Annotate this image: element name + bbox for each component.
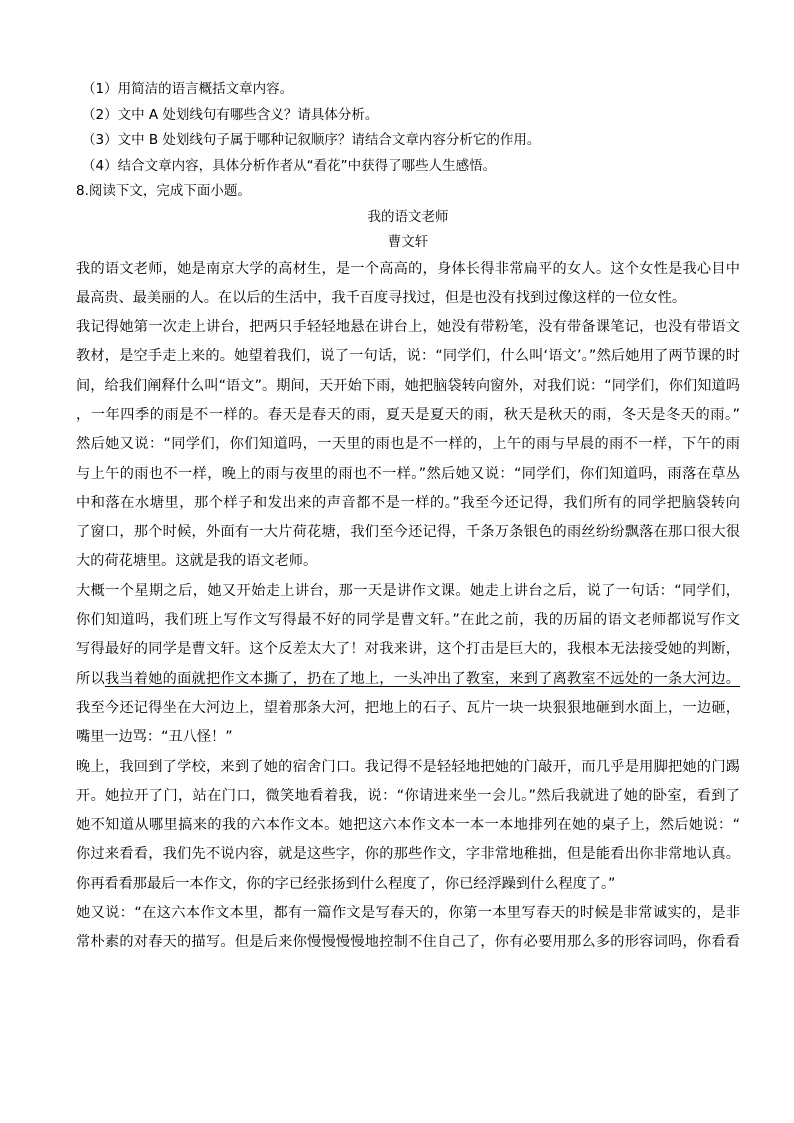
text-line: 晚上，我回到了学校，来到了她的宿舍门口。我记得不是轻轻地把她的门敲开，而几乎是用脚把她的门踢 [76,758,740,775]
text-line: 然后她又说：“同学们，你们知道吗，一天里的雨也是不一样的，上午的雨与早晨的雨不一样，下午的雨 [76,436,740,453]
paragraph-3 [76,577,740,753]
text-line: 教材，是空手走上来的。她望着我们，说了一句话，说：“同学们，什么叫‘语文’。”然后她用了两节课的时 [76,348,740,365]
text-line: 大概一个星期之后，她又开始走上讲台，那一天是讲作文课。她走上讲台之后，说了一句话：“同学们， [76,582,740,599]
article-title: 我的语文老师 [367,208,449,225]
question-list [76,77,740,179]
question-4: （4）结合文章内容，具体分析作者从“看花”中获得了哪些人生感悟。 [82,157,497,174]
text-line: 我的语文老师，她是南京大学的高材生，是一个高高的，身体长得非常扁平的女人。这个女性是我心目中 [76,260,740,277]
text-line: 开。她拉开了门，站在门口，微笑地看着我，说：“你请进来坐一会儿。”然后我就进了她的卧室，看到了 [76,787,740,804]
article-author: 曹文轩 [387,233,429,250]
text-line: 嘴里一边骂：“丑八怪！” [76,729,233,746]
text-line: 中和落在水塘里，那个样子和发出来的声音都不是一样的。”我至今还记得，我们所有的同学把脑袋转向 [76,494,740,511]
text-line: 你过来看看，我们先不说内容，就是这些字，你的那些作文，字非常地稚拙，但是能看出你非常地认真。 [76,846,740,863]
section-instruction: 8.阅读下文，完成下面小题。 [76,183,251,199]
text-line: 我至今还记得坐在大河边上，望着那条大河，把地上的石子、瓦片一块一块狠狠地砸到水面上，一边砸， [76,699,740,716]
underlined-sentence-a: 我当着她的面就把作文本撕了，扔在了地上，一头冲出了教室，来到了离教室不远处的一条大河边。 [104,670,740,687]
text-line: 与上午的雨也不一样，晚上的雨与夜里的雨也不一样。”然后她又说：“同学们，你们知道吗，雨落在草丛 [76,465,740,482]
text-line: 我记得她第一次走上讲台，把两只手轻轻地悬在讲台上，她没有带粉笔，没有带备课笔记，也没有带语文 [76,319,740,336]
text-line: 她不知道从哪里搞来的我的六本作文本。她把这六本作文本一本一本地排列在她的桌子上，然后她说：“ [76,817,740,834]
question-1: （1）用简洁的语言概括文章内容。 [82,81,294,97]
paragraph-2 [76,313,740,577]
text-line: 你再看看那最后一本作文，你的字已经张扬到什么程度了，你已经浮躁到什么程度了。” [76,875,616,892]
question-2: （2）文中 A 处划线句有哪些含义？请具体分析。 [82,106,379,123]
text-line [76,665,740,694]
paragraph-5 [76,899,740,958]
text-line: ，一年四季的雨是不一样的。春天是春天的雨，夏天是夏天的雨，秋天是秋天的雨，冬天是冬天的雨。” [76,406,740,423]
text-line: 间，给我们阐释什么叫“语文”。期间，天开始下雨，她把脑袋转向窗外，对我们说：“同学们，你们知道吗 [76,377,740,394]
text-line: 了窗口，那个时候，外面有一大片荷花塘，我们至今还记得，千条万条银色的雨丝纷纷飘落在那口很大很 [76,524,740,541]
text-line: 常朴素的对春天的描写。但是后来你慢慢慢慢地控制不住自己了，你有必要用那么多的形容词吗，你看看 [76,934,740,951]
paragraph-1 [76,255,740,314]
document-page [76,77,740,958]
paragraph-4 [76,753,740,899]
text-line: 大的荷花塘里。这就是我的语文老师。 [76,553,318,570]
text-line: 最高贵、最美丽的人。在以后的生活中，我千百度寻找过，但是也没有找到过像这样的一位女性。 [76,289,687,306]
text-line: 她又说：“在这六本作文本里，都有一篇作文是写春天的，你第一本里写春天的时候是非常诚实的，是非 [76,905,740,922]
text-line: 你们知道吗，我们班上写作文写得最不好的同学是曹文轩。”在此之前，我的历届的语文老师都说写作文 [76,612,740,629]
question-3: （3）文中 B 处划线句子属于哪种记叙顺序？请结合文章内容分析它的作用。 [82,132,541,148]
text-line: 写得最好的同学是曹文轩。这个反差太大了！对我来讲，这个打击是巨大的，我根本无法接受她的判断， [76,641,740,658]
text-fragment: 所以 [76,670,105,687]
